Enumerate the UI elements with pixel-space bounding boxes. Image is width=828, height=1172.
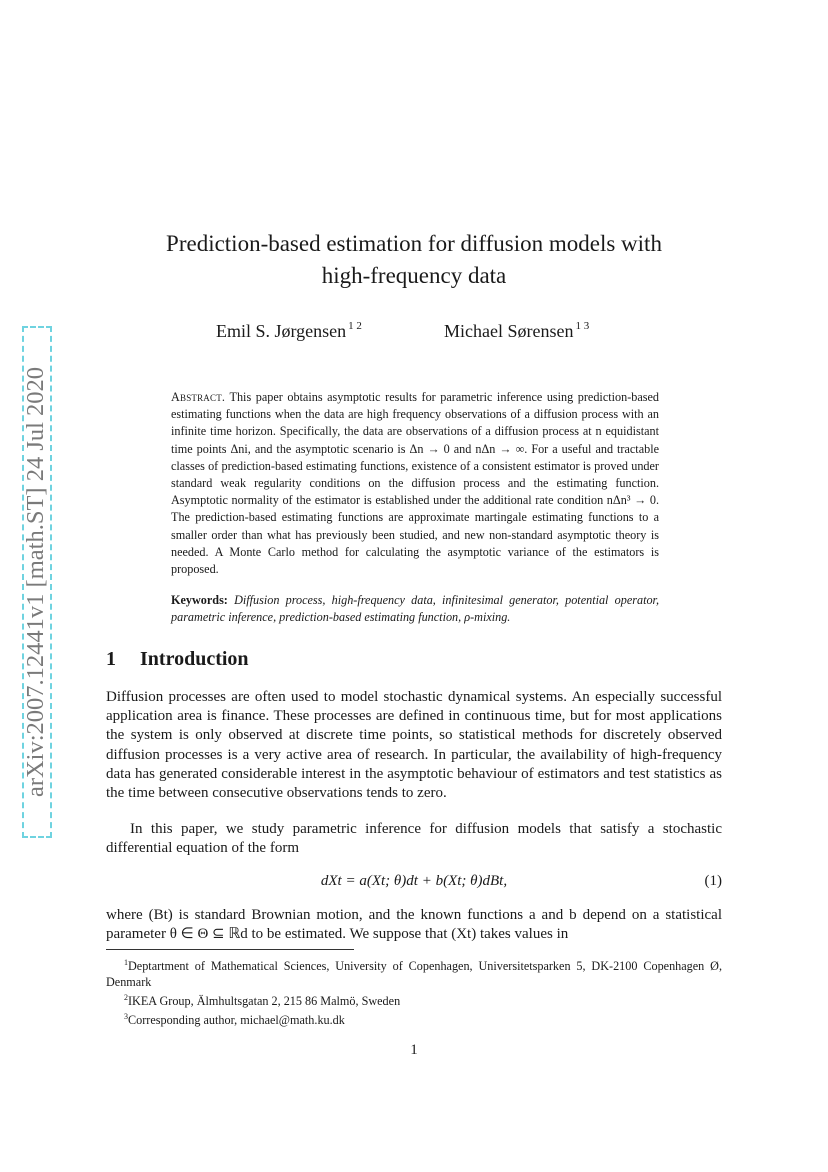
- author-1: [216, 320, 362, 342]
- footnote-3-text: Corresponding author, michael@math.ku.dk: [128, 1013, 345, 1028]
- section-title: Introduction: [140, 648, 249, 670]
- footnotes: [106, 955, 722, 1028]
- paragraph-3: where (Bt) is standard Brownian motion, and the known functions a and b depend on a statistical parameter θ ∈ Θ ⊆ ℝd to be estimated. We suppose that (Xt) takes values in: [106, 907, 722, 943]
- footnote-rule: [106, 949, 354, 950]
- footnote-2-text: IKEA Group, Älmhultsgatan 2, 215 86 Malmö, Sweden: [128, 994, 401, 1009]
- abstract: [171, 389, 659, 578]
- equation-1: [106, 873, 722, 893]
- author-2: [444, 320, 589, 342]
- arxiv-stamp: arXiv:2007.12441v1 [math.ST] 24 Jul 2020: [22, 366, 49, 798]
- footnote-1-text: Deptartment of Mathematical Sciences, University of Copenhagen, Universitetsparken 5, DK-2100 Copenhagen Ø, Denmark: [106, 959, 722, 990]
- author-1-name: Emil S. Jørgensen: [216, 321, 347, 341]
- footnote-1-mark: 1: [124, 958, 128, 967]
- footnote-3: [106, 1009, 722, 1028]
- author-2-marks: 1 3: [575, 320, 590, 332]
- page-number: 1: [410, 1042, 418, 1058]
- author-1-marks: 1 2: [348, 320, 362, 332]
- keywords-label: Keywords:: [171, 593, 228, 607]
- section-number: 1: [106, 648, 116, 670]
- footnote-1: [106, 955, 722, 990]
- paper-title: Prediction-based estimation for diffusion models with high-frequency data: [166, 231, 662, 288]
- section-heading: [106, 648, 249, 671]
- footnote-3-mark: 3: [124, 1012, 128, 1022]
- paragraph-2: In this paper, we study parametric inference for diffusion models that satisfy a stochastic differential equation of the form: [106, 821, 722, 857]
- author-2-name: Michael Sørensen: [444, 321, 574, 341]
- keywords: [171, 592, 659, 626]
- abstract-heading: Abstract.: [171, 390, 226, 404]
- footnote-2-mark: 2: [124, 993, 128, 1003]
- equation-body: dXt = a(Xt; θ)dt + b(Xt; θ)dBt,: [320, 873, 508, 889]
- keywords-text: Diffusion process, high-frequency data, infinitesimal generator, potential operator, parametric inference, prediction-based estimating function, ρ-mixing.: [171, 593, 659, 625]
- paragraph-1: Diffusion processes are often used to model stochastic dynamical systems. An especially successful application area is finance. These processes are defined in continuous time, but for most applications the system is only observed at discrete time points, so statistical methods for discretely observed diffusion processes is a very active area of research. In particular, the availability of high-frequency data has generated considerable interest in the asymptotic behaviour of estimators and test statistics as the time between consecutive observations tends to zero.: [106, 689, 722, 802]
- abstract-text: This paper obtains asymptotic results for parametric inference using prediction-based estimating functions when the data are high frequency observations of a diffusion process with an infinite time horizon. Specifically, the data are observations of a diffusion process at n equidistant time points Δni, and the asymptotic scenario is Δn → 0 and nΔn → ∞. For a useful and tractable classes of prediction-based estimating functions, existence of a consistent estimator is proved under standard weak regularity conditions on the diffusion process and the estimating function. Asymptotic normality of the estimator is established under the additional rate condition nΔn³ → 0. The prediction-based estimating functions are approximate martingale estimating functions to a smaller order than what has previously been studied, and new non-standard asymptotic theory is needed. A Monte Carlo method for calculating the asymptotic variance of the estimators is proposed.: [171, 390, 660, 577]
- author-list: [0, 320, 828, 346]
- equation-label: (1): [704, 873, 722, 889]
- footnote-2: [106, 990, 722, 1009]
